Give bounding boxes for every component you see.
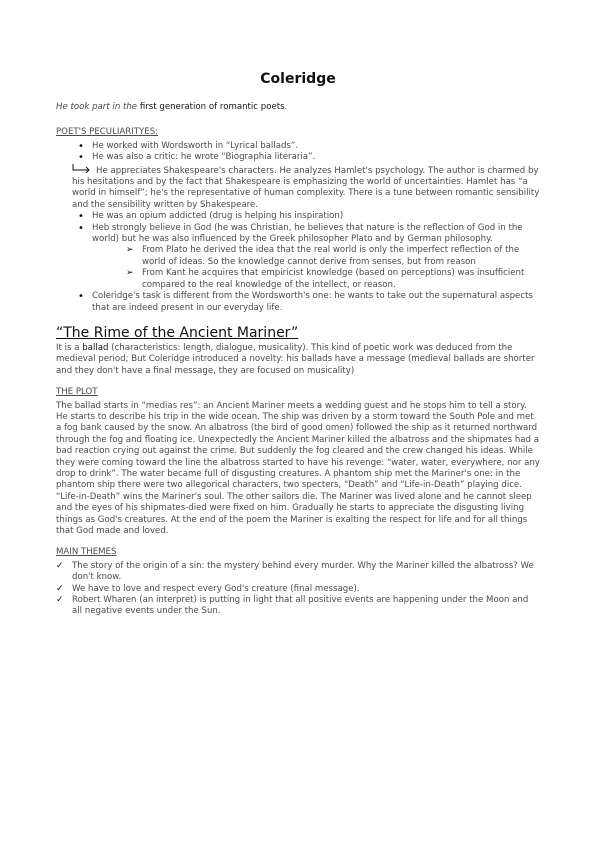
turn-arrow-icon [72,164,96,177]
peculiarities-list [56,141,540,314]
intro-highlight: first generation of romantic poets [139,102,285,112]
hamlet-note-text: He appreciates Shakespeare's characters. He analyzes Hamlet's psychology. The author is charmed by his hesitations and by the fact that Shakespeare is emphasizing the world of uncertainties. Hamlet has “a world in himself”; he's the representative of human complexity. There is a tune between romantic sensibility and the sensibility written by Shakespeare. [72,165,540,210]
philosophy-sublist [92,245,540,291]
peculiarity-item-text: Heb strongly believe in God (he was Christian, he believes that nature is the reflection of God in the world) but he was also influenced by the Greek philosopher Plato and by German philosophy. [92,222,523,245]
intro-prefix: He took part in the [56,102,140,112]
ballad-suffix: (characteristics: length, dialogue, musicality). This kind of poetic work was deduced from the medieval period; But Coleridge introduced a novelty: his ballads have a message (medieval ballads are shorter and they don't have a final message, they are focused on musicality) [56,342,535,376]
rime-title: “The Rime of the Ancient Mariner” [56,324,299,341]
intro-suffix: . [284,102,288,112]
peculiarity-item [72,152,540,211]
ballad-prefix: It is a [56,342,83,353]
peculiarity-item: • He was an opium addicted (drug is helping his inspiration) [92,211,540,222]
hamlet-note [72,164,540,212]
peculiarities-heading: POET'S PECULIARITYES: [56,127,159,138]
themes-heading: MAIN THEMES [56,547,117,558]
theme-item: ✓ We have to love and respect every God's creature (final message). [72,584,540,595]
ballad-paragraph [56,343,540,377]
philosophy-subitem: ➢ From Plato he derived the idea that the real world is only the imperfect reflection of the world of ideas. So the knowledge cannot derive from senses, but from reason [142,245,540,268]
peculiarity-item: • He worked with Wordsworth in “Lyrical ballads”. [92,141,540,152]
themes-list [56,561,540,618]
peculiarity-item: • Coleridge's task is different from the Wordsworth's one: he wants to take out the supernatural aspects that are indeed present in our everyday life. [92,291,540,314]
peculiarity-item [92,223,540,291]
ballad-word: ballad [82,342,109,353]
theme-item: ✓ The story of the origin of a sin: the mystery behind every murder. Why the Mariner killed the albatross? We don't know. [72,561,540,584]
plot-heading: THE PLOT [56,387,98,398]
intro-paragraph [56,102,540,113]
page-title: Coleridge [260,71,336,87]
theme-item: ✓ Robert Wharen (an interpret) is putting in light that all positive events are happening under the Moon and all negative events under the Sun. [72,595,540,618]
plot-paragraph: The ballad starts in “medias res”: an Ancient Mariner meets a wedding guest and he stops him to tell a story. He starts to describe his trip in the wide ocean. The ship was driven by a storm toward the South Pole and met a fog bank caused by the snow. An albatross (the bird of good omen) followed the ship as it returned northward through the fog and floating ice. Unexpectedly the Ancient Mariner killed the albatross and the shipmates had a bad reaction crying out against the crime. But suddenly the fog cleared and the crew changed his ideas. While they were coming toward the line the albatross started to have his revenge: “water, water, everywhere, nor any drop to drink”. The water became full of disgusting creatures. A phantom ship met the Mariner's one: in the phantom ship there were two allegorical characters, two specters, “Death” and “Life-in-Death” playing dice. “Life-in-Death” wins the Mariner's soul. The other sailors die. The Mariner was lived alone and he cannot sleep and the eyes of his shipmates-died were fixed on him. Gradually he starts to appreciate the disgusting living things as God's creatures. At the end of the poem the Mariner is exalting the respect for life and for all things that God made and loved. [56,400,540,536]
philosophy-subitem: ➢ From Kant he acquires that empiricist knowledge (based on perceptions) was insufficient compared to the real knowledge of the intellect, or reason. [142,268,540,291]
peculiarity-item-text: He was also a critic: he wrote “Biographia literaria”. [92,152,316,163]
